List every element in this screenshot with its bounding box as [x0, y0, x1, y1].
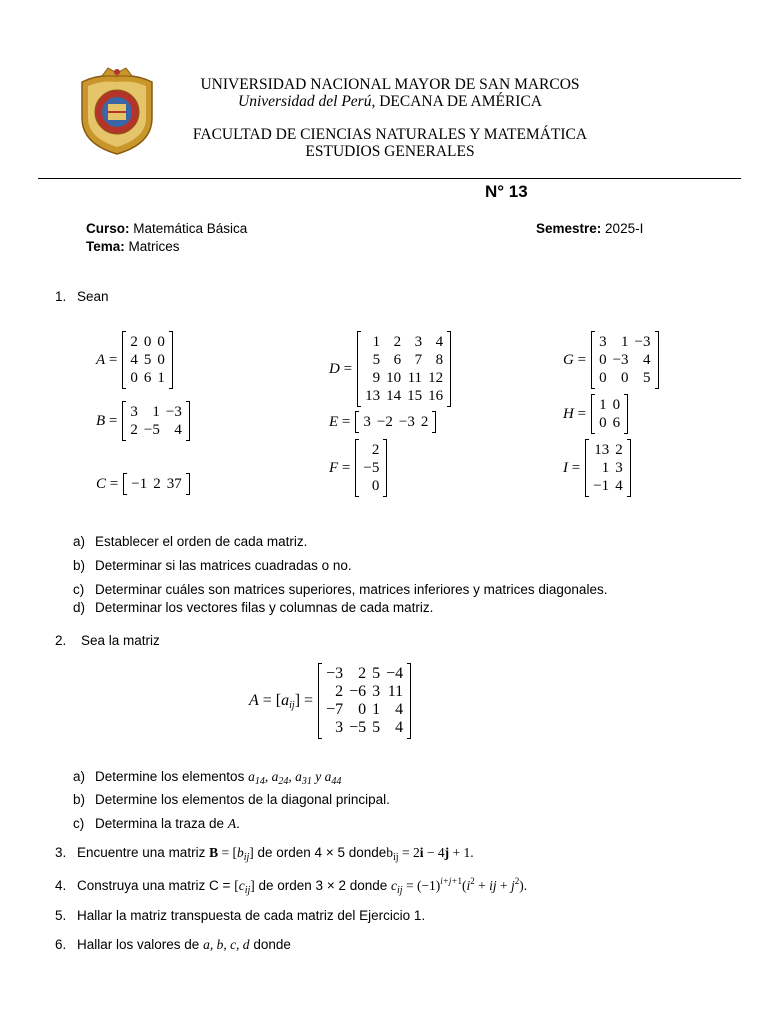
matrix-I-body: [585, 440, 630, 496]
course-value: Matemática Básica: [129, 221, 248, 236]
matrix-B-cell-1-2: 1: [152, 404, 160, 420]
matrix-A-label: A =: [96, 351, 118, 368]
matrix-C-column-2: [150, 475, 164, 493]
matrix-B-cell-2-1: 2: [130, 422, 138, 438]
q2-item-a-math: $a_{14}$, $a_{24}$, $a_{31}$ y $a_{44}$: [248, 769, 342, 787]
matrix-I-cell-3-2: 4: [615, 478, 623, 494]
q4-math-cij: $[c_{ij}]$: [234, 878, 255, 896]
matrix-C-label: C =: [96, 475, 119, 492]
matrix-B-column-2: [141, 403, 163, 439]
matrix-F: [329, 440, 387, 496]
q2-number: 2.: [55, 633, 67, 648]
matrix-D-cell-1-3: 3: [414, 334, 423, 350]
q1-item-a-label: a): [73, 534, 86, 549]
q6: 6. Hallar los valores de a, b, c, d donde: [55, 937, 291, 952]
matrix-F-label: F =: [329, 459, 351, 476]
q2-item-c-text: Determina la traza de: [95, 816, 228, 831]
q3-text1: Encuentre una matriz: [77, 845, 210, 860]
q2-matrix-cell-1-2: 2: [358, 665, 367, 682]
matrix-H-cell-2-1: 0: [599, 415, 607, 431]
q2-matrix-cell-1-3: 5: [372, 665, 381, 682]
matrix-H-column-1: [596, 396, 610, 432]
semester-line: [536, 221, 643, 236]
topic-label: Tema:: [86, 239, 125, 254]
matrix-E-cell-1-2: −2: [376, 414, 393, 430]
q2-matrix-cell-4-3: 5: [372, 719, 381, 736]
q4-text1: Construya una matriz C =: [77, 878, 235, 893]
matrix-B-body: [122, 402, 189, 440]
matrix-G-cell-3-3: 5: [643, 370, 651, 386]
q5: [55, 908, 425, 923]
matrix-I: [563, 440, 631, 496]
matrix-D-cell-4-4: 16: [428, 388, 444, 404]
topic-value: Matrices: [124, 239, 180, 254]
q2-matrix-cell-1-1: −3: [326, 665, 344, 682]
q2-item-c-math: A: [227, 816, 237, 831]
q1-item-d-text: Determinar los vectores filas y columnas de cada matriz.: [95, 600, 434, 615]
matrix-q2: [249, 664, 411, 738]
matrix-A-column-3: [154, 333, 168, 387]
q1-item-c-text: Determinar cuáles son matrices superiores, matrices inferiores y matrices diagonales.: [95, 582, 608, 597]
matrix-I-cell-1-2: 2: [615, 442, 623, 458]
matrix-D-cell-4-2: 14: [386, 388, 402, 404]
matrix-B-cell-2-3: 4: [174, 422, 182, 438]
matrix-I-cell-2-2: 3: [615, 460, 623, 476]
q2-matrix-body: [318, 664, 411, 738]
matrix-B-cell-2-2: −5: [143, 422, 160, 438]
q2-item-a: [73, 769, 341, 787]
matrix-D-cell-1-1: 1: [372, 334, 381, 350]
studies-name: ESTUDIOS GENERALES: [305, 143, 475, 160]
matrix-H-cell-2-2: 6: [612, 415, 621, 431]
matrix-B-cell-1-1: 3: [130, 404, 138, 420]
q3-j: j: [444, 845, 450, 860]
header-divider: [38, 178, 741, 179]
matrix-G-column-2: [610, 333, 632, 387]
q1-item-a-text: Establecer el orden de cada matriz.: [95, 534, 308, 549]
matrix-E-column-4: [418, 413, 432, 431]
q2-matrix-cell-3-1: −7: [326, 701, 344, 718]
matrix-G-cell-2-1: 0: [599, 352, 607, 368]
q1-item-d-label: d): [73, 600, 86, 615]
q3-text2: de orden 4 × 5 donde: [253, 845, 387, 860]
subtitle-italic: Universidad del Perú,: [238, 93, 376, 110]
matrix-D-cell-2-2: 6: [393, 352, 402, 368]
matrix-G-cell-1-1: 3: [599, 334, 607, 350]
q5-text: Hallar la matriz transpuesta de cada matriz del Ejercicio 1.: [77, 908, 426, 923]
university-seal-logo: [76, 64, 158, 156]
q1-item-b: [73, 558, 352, 573]
matrix-H-cell-1-2: 0: [612, 397, 621, 413]
q2-matrix-cell-4-1: 3: [335, 719, 344, 736]
q2-item-b-text: Determine los elementos de la diagonal principal.: [95, 792, 390, 807]
matrix-F-cell-1-1: 2: [371, 442, 380, 458]
matrix-D-cell-3-1: 9: [372, 370, 381, 386]
matrix-A-cell-2-1: 4: [130, 352, 138, 368]
matrix-D-cell-3-4: 12: [428, 370, 444, 386]
faculty-name: FACULTAD DE CIENCIAS NATURALES Y MATEMÁTICA: [192, 126, 588, 143]
matrix-E: [329, 412, 436, 432]
matrix-F-cell-2-1: −5: [363, 460, 380, 476]
q2-matrix-column-2: [346, 665, 369, 737]
matrix-E-body: [355, 412, 436, 432]
q3-text5: + 1.: [449, 845, 474, 860]
university-subtitle: [190, 93, 590, 110]
matrix-G-cell-2-3: 4: [643, 352, 651, 368]
matrix-D-cell-3-3: 11: [407, 370, 423, 386]
matrix-C-cell-1-1: −1: [131, 476, 148, 492]
q2-matrix-cell-3-2: 0: [358, 701, 367, 718]
q1-item-a: [73, 534, 307, 549]
matrix-C-column-1: [128, 475, 150, 493]
matrix-I-label: I =: [563, 459, 581, 476]
q2-matrix-column-3: [369, 665, 383, 737]
matrix-G-cell-1-2: 1: [621, 334, 629, 350]
matrix-D-body: [357, 332, 451, 406]
matrix-D: [329, 332, 451, 406]
matrix-G-body: [591, 332, 658, 388]
matrix-D-column-2: [383, 333, 404, 405]
matrix-A-cell-1-2: 0: [143, 334, 152, 350]
matrix-D-cell-4-3: 15: [407, 388, 423, 404]
matrix-D-column-1: [362, 333, 383, 405]
semester-value: 2025-I: [601, 221, 644, 236]
matrix-C-cell-1-2: 2: [153, 476, 161, 492]
matrix-A-cell-2-3: 0: [157, 352, 165, 368]
q2-text: Sea la matriz: [81, 633, 160, 648]
matrix-B-label: B =: [96, 412, 118, 429]
q2-matrix-eq: $A = [a_{ij}]$ =: [249, 691, 314, 711]
matrix-A-cell-3-3: 1: [157, 370, 165, 386]
matrix-D-column-4: [425, 333, 446, 405]
matrix-D-cell-2-4: 8: [435, 352, 444, 368]
matrix-A-cell-3-2: 6: [143, 370, 152, 386]
q2-item-b-label: b): [73, 792, 86, 807]
matrix-A-column-2: [141, 333, 155, 387]
q2-item-c: c) Determina la traza de A.: [73, 816, 240, 831]
q4-text2: de orden 3 × 2 donde: [254, 878, 392, 893]
matrix-G: [563, 332, 659, 388]
matrix-C-body: [123, 474, 189, 494]
matrix-G-cell-3-1: 0: [599, 370, 607, 386]
q3-math-B: B: [209, 845, 219, 860]
q2-item-c-label: c): [73, 816, 85, 831]
q4-number: 4.: [55, 878, 67, 893]
matrix-D-cell-3-2: 10: [386, 370, 402, 386]
matrix-I-column-1: [590, 441, 612, 495]
q3-text4: − 4: [423, 845, 445, 860]
q2-intro: [55, 633, 160, 648]
matrix-E-column-3: [396, 413, 418, 431]
q2-item-a-text: Determine los elementos: [95, 769, 249, 784]
q2-matrix-cell-4-2: −5: [349, 719, 367, 736]
semester-label: Semestre:: [536, 221, 602, 236]
matrix-D-cell-4-1: 13: [365, 388, 381, 404]
q2-matrix-cell-3-4: 4: [395, 701, 404, 718]
q3-i: i: [419, 845, 424, 860]
q2-matrix-column-1: [323, 665, 346, 737]
matrix-A-cell-2-2: 5: [143, 352, 152, 368]
matrix-E-label: E =: [329, 413, 351, 430]
matrix-F-cell-3-1: 0: [371, 478, 380, 494]
q4-formula-rhs: = $(-1)^{i+j+1}(i^2$ + ij + $j^2$).: [402, 876, 528, 893]
matrix-A-column-1: [127, 333, 141, 387]
matrix-G-cell-1-3: −3: [634, 334, 651, 350]
q2-matrix-cell-4-4: 4: [395, 719, 404, 736]
matrix-H-column-2: [610, 396, 624, 432]
q2-matrix-cell-3-3: 1: [372, 701, 381, 718]
matrix-B-cell-1-3: −3: [165, 404, 182, 420]
matrix-B-column-3: [163, 403, 185, 439]
matrix-H: [563, 395, 628, 433]
matrix-F-column-1: [360, 441, 382, 495]
course-line: [86, 221, 247, 236]
matrix-E-column-2: [374, 413, 396, 431]
matrix-H-cell-1-1: 1: [599, 397, 607, 413]
q1-item-c-label: c): [73, 582, 85, 597]
q2-matrix-cell-2-2: −6: [349, 683, 367, 700]
matrix-I-cell-3-1: −1: [593, 478, 610, 494]
q2-matrix-cell-1-4: −4: [386, 665, 404, 682]
q6-text: Hallar los valores de: [77, 937, 204, 952]
q1-intro: [55, 289, 109, 304]
q1-item-b-label: b): [73, 558, 86, 573]
matrix-D-cell-2-1: 5: [372, 352, 381, 368]
q2-matrix-cell-2-1: 2: [335, 683, 344, 700]
matrix-D-cell-2-3: 7: [414, 352, 423, 368]
matrix-G-column-3: [632, 333, 654, 387]
matrix-I-cell-2-1: 1: [601, 460, 610, 476]
q1-item-d: [73, 600, 433, 615]
topic-line: [86, 239, 180, 254]
q2-item-a-label: a): [73, 769, 86, 784]
q2-matrix-cell-2-4: 11: [387, 683, 404, 700]
course-label: Curso:: [86, 221, 130, 236]
q6-number: 6.: [55, 937, 67, 952]
matrix-E-cell-1-3: −3: [398, 414, 415, 430]
matrix-G-cell-2-2: −3: [612, 352, 629, 368]
university-name: UNIVERSIDAD NACIONAL MAYOR DE SAN MARCOS: [200, 76, 580, 93]
matrix-A: [96, 332, 173, 388]
matrix-H-label: H =: [563, 405, 587, 422]
matrix-A-body: [122, 332, 173, 388]
q1-number: 1.: [55, 289, 67, 304]
q4: [55, 876, 527, 896]
matrix-B: [96, 402, 190, 440]
matrix-F-body: [355, 440, 387, 496]
matrix-E-cell-1-1: 3: [363, 414, 371, 430]
matrix-D-cell-1-4: 4: [435, 334, 444, 350]
q4-formula: $c_{ij}$: [391, 878, 403, 896]
matrix-B-column-1: [127, 403, 141, 439]
q3-number: 3.: [55, 845, 67, 860]
matrix-E-cell-1-4: 2: [420, 414, 429, 430]
q6-vars: a, b, c, d: [203, 937, 250, 952]
q2-matrix-column-4: [383, 665, 406, 737]
matrix-A-cell-1-1: 2: [130, 334, 138, 350]
practice-number: N° 13: [485, 182, 528, 201]
matrix-D-label: D =: [329, 360, 353, 377]
matrix-G-label: G =: [563, 351, 587, 368]
matrix-E-column-1: [360, 413, 374, 431]
matrix-C-column-3: [164, 475, 185, 493]
matrix-I-column-2: [612, 441, 626, 495]
q2-item-b: [73, 792, 390, 807]
q3-math-bij: $b_{ij}$: [386, 845, 399, 863]
matrix-I-cell-1-1: 13: [594, 442, 610, 458]
q3-math-eq: = $[b_{ij}]$: [218, 845, 254, 863]
matrix-G-cell-3-2: 0: [621, 370, 629, 386]
q1-item-c: [73, 582, 607, 597]
matrix-C-cell-1-3: 37: [166, 476, 182, 492]
matrix-G-column-1: [596, 333, 610, 387]
matrix-D-cell-1-2: 2: [393, 334, 402, 350]
matrix-C: [96, 474, 190, 494]
subtitle-rest: DECANA DE AMÉRICA: [375, 93, 542, 110]
matrix-D-column-3: [404, 333, 425, 405]
q1-item-b-text: Determinar si las matrices cuadradas o no.: [95, 558, 352, 573]
q1-text: Sean: [77, 289, 109, 304]
matrix-A-cell-3-1: 0: [130, 370, 138, 386]
q3: [55, 845, 474, 863]
matrix-A-cell-1-3: 0: [157, 334, 165, 350]
q2-matrix-cell-2-3: 3: [372, 683, 381, 700]
matrix-H-body: [591, 395, 628, 433]
q3-text3: = 2: [398, 845, 420, 860]
q5-number: 5.: [55, 908, 67, 923]
